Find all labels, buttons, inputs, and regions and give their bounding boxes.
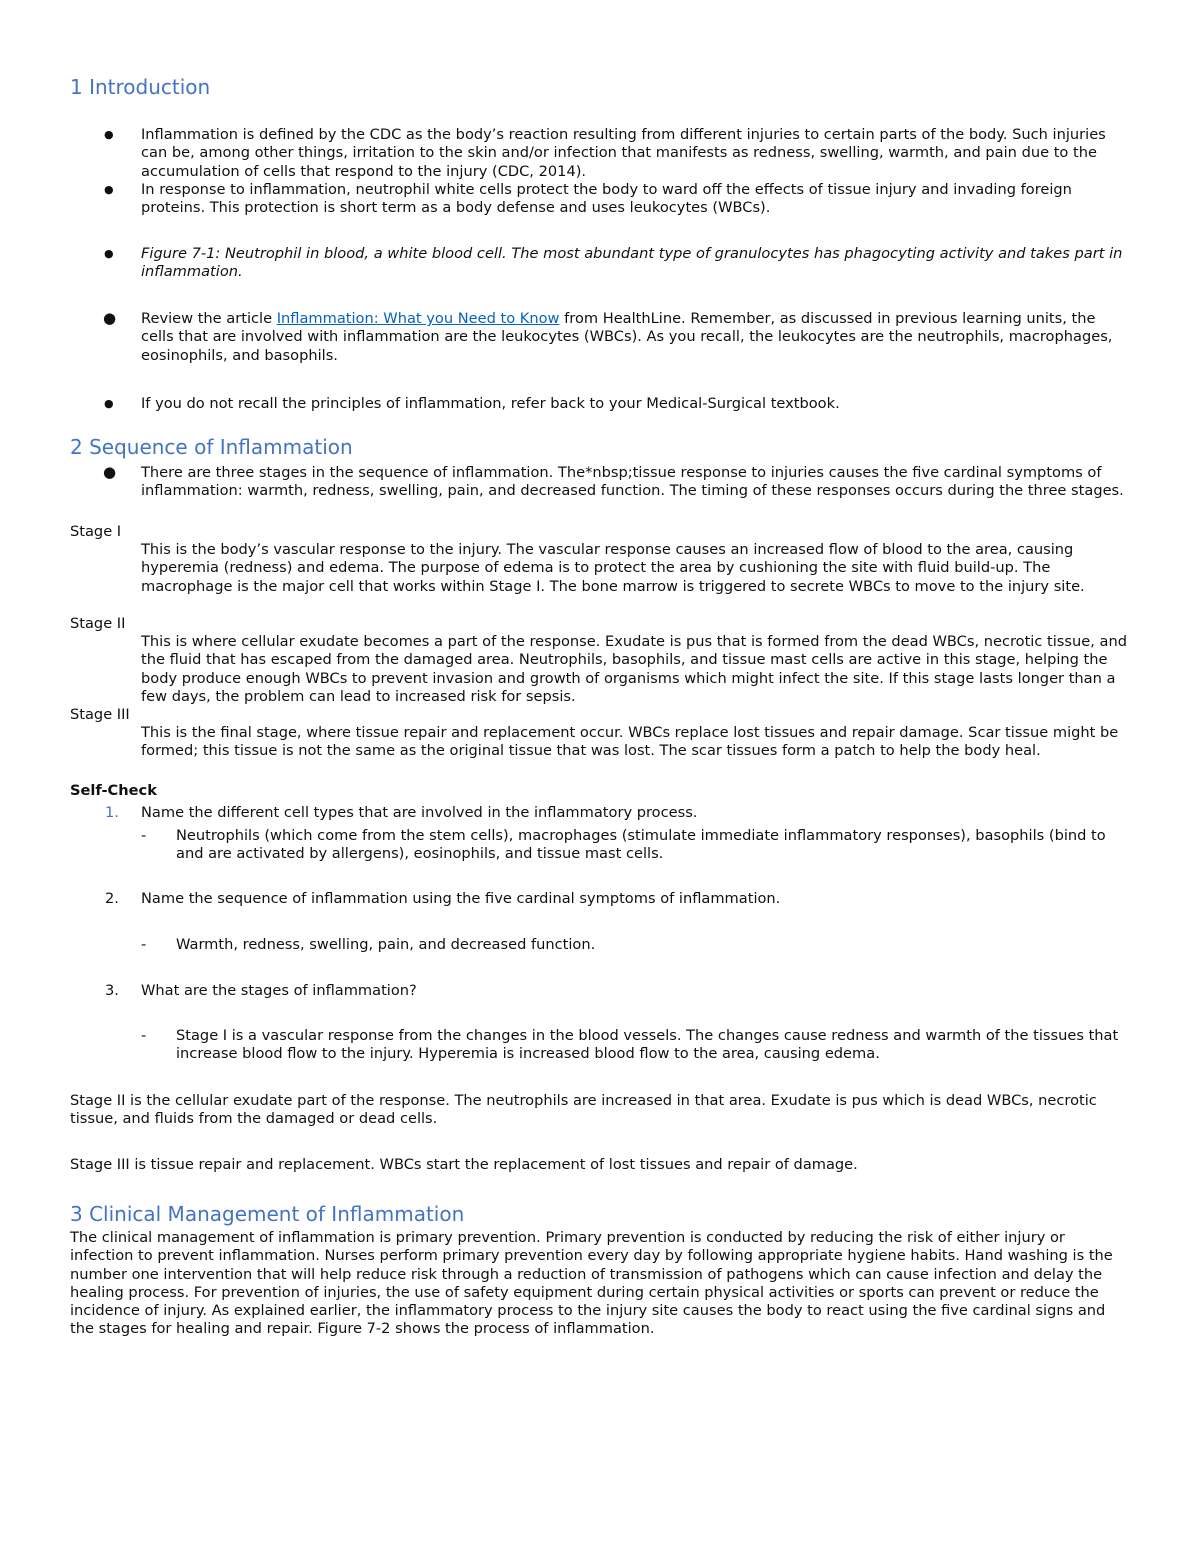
- section-heading-clinical-management: 3 Clinical Management of Inflammation: [70, 1202, 465, 1226]
- stage-three-answer: Stage III is tissue repair and replacement. WBCs start the replacement of lost tissues and repair of damage.: [70, 1156, 858, 1173]
- answer-text: Stage I is a vascular response from the changes in the blood vessels. The changes cause redness and warmth of the tissues that increase blood flow to the injury. Hyperemia is increased blood flow to the area, causing edema.: [176, 1027, 1119, 1063]
- answer-dash: -: [141, 827, 147, 844]
- healthline-article-link[interactable]: Inflammation: What you Need to Know: [276, 310, 560, 327]
- bullet-icon: ●: [103, 309, 117, 327]
- question-number: 2.: [105, 890, 119, 907]
- question-number: 3.: [105, 982, 119, 999]
- bullet-icon: ●: [104, 183, 114, 196]
- answer-dash: -: [141, 1027, 147, 1044]
- stage-label: Stage III: [70, 706, 130, 723]
- bullet-icon: ●: [103, 463, 117, 481]
- review-paragraph: Review the article Inflammation: What you Need to Know from HealthLine. Remember, as discussed in previous learning units, the cells that are involved with inflammation are the leukocytes (WBCs). As you recall, the leukocytes are the neutrophils, macrophages, eosinophils, and basophils.: [141, 310, 1113, 364]
- bullet-icon: ●: [104, 247, 114, 260]
- stage-two-answer: Stage II is the cellular exudate part of the response. The neutrophils are increased in that area. Exudate is pus which is dead WBCs, necrotic tissue, and fluids from the damaged or dead cells.: [70, 1092, 1097, 1128]
- question-text: Name the sequence of inflammation using the five cardinal symptoms of inflammation.: [141, 890, 781, 907]
- bullet-icon: ●: [104, 397, 114, 410]
- sequence-intro: There are three stages in the sequence of inflammation. The*nbsp;tissue response to injuries causes the five cardinal symptoms of inflammation: warmth, redness, swelling, pain, and decreased function. The timing of these responses occurs during the three stages.: [141, 464, 1124, 500]
- answer-text: Warmth, redness, swelling, pain, and decreased function.: [176, 936, 596, 953]
- bullet-icon: ●: [104, 128, 114, 141]
- stage-label: Stage II: [70, 615, 126, 632]
- answer-text: Neutrophils (which come from the stem cells), macrophages (stimulate immediate inflammatory responses), basophils (bind to and are activated by allergens), eosinophils, and tissue mast cells.: [176, 827, 1106, 863]
- stage-label: Stage I: [70, 523, 122, 540]
- stage-description: This is where cellular exudate becomes a part of the response. Exudate is pus that is formed from the dead WBCs, necrotic tissue, and the fluid that has escaped from the damaged area. Neutrophils, basophils, and tissue mast cells are active in this stage, helping the body produce enough WBCs to prevent invasion and growth of organisms which might infect the site. If this stage lasts longer than a few days, the problem can lead to increased risk for sepsis.: [141, 633, 1127, 705]
- answer-dash: -: [141, 936, 147, 953]
- bullet-text: Inflammation is defined by the CDC as the body’s reaction resulting from different injuries to certain parts of the body. Such injuries can be, among other things, irritation to the skin and/or infection that manifests as redness, swelling, warmth, and pain due to the accumulation of cells that respond to the injury (CDC, 2014).: [141, 126, 1106, 180]
- clinical-management-paragraph: The clinical management of inflammation is primary prevention. Primary prevention is conducted by reducing the risk of either injury or infection to prevent inflammation. Nurses perform primary prevention every day by following appropriate hygiene habits. Hand washing is the number one intervention that will help reduce risk through a reduction of transmission of pathogens which can cause infection and delay the healing process. For prevention of injuries, the use of safety equipment during certain physical activities or sports can prevent or reduce the incidence of injury. As explained earlier, the inflammatory process to the injury site causes the body to react using the five cardinal signs and the stages for healing and repair. Figure 7-2 shows the process of inflammation.: [70, 1229, 1113, 1338]
- stage-description: This is the final stage, where tissue repair and replacement occur. WBCs replace lost tissues and repair damage. Scar tissue might be formed; this tissue is not the same as the original tissue that was lost. The scar tissues form a patch to help the body heal.: [141, 724, 1119, 760]
- question-text: Name the different cell types that are involved in the inflammatory process.: [141, 804, 698, 821]
- figure-caption: Figure 7-1: Neutrophil in blood, a white blood cell. The most abundant type of granulocytes has phagocyting activity and takes part in inflammation.: [141, 245, 1123, 281]
- section-heading-sequence: 2 Sequence of Inflammation: [70, 435, 353, 459]
- stage-description: This is the body’s vascular response to the injury. The vascular response causes an increased flow of blood to the area, causing hyperemia (redness) and edema. The purpose of edema is to protect the area by cushioning the site with fluid build-up. The macrophage is the major cell that works within Stage I. The bone marrow is triggered to secrete WBCs to move to the injury site.: [141, 541, 1085, 595]
- question-number: 1.: [105, 804, 119, 821]
- question-text: What are the stages of inflammation?: [141, 982, 417, 999]
- self-check-title: Self-Check: [70, 782, 157, 799]
- section-heading-introduction: 1 Introduction: [70, 75, 211, 99]
- bullet-text: If you do not recall the principles of inflammation, refer back to your Medical-Surgical textbook.: [141, 395, 840, 412]
- bullet-text: In response to inflammation, neutrophil white cells protect the body to ward off the effects of tissue injury and invading foreign proteins. This protection is short term as a body defense and uses leukocytes (WBCs).: [141, 181, 1072, 217]
